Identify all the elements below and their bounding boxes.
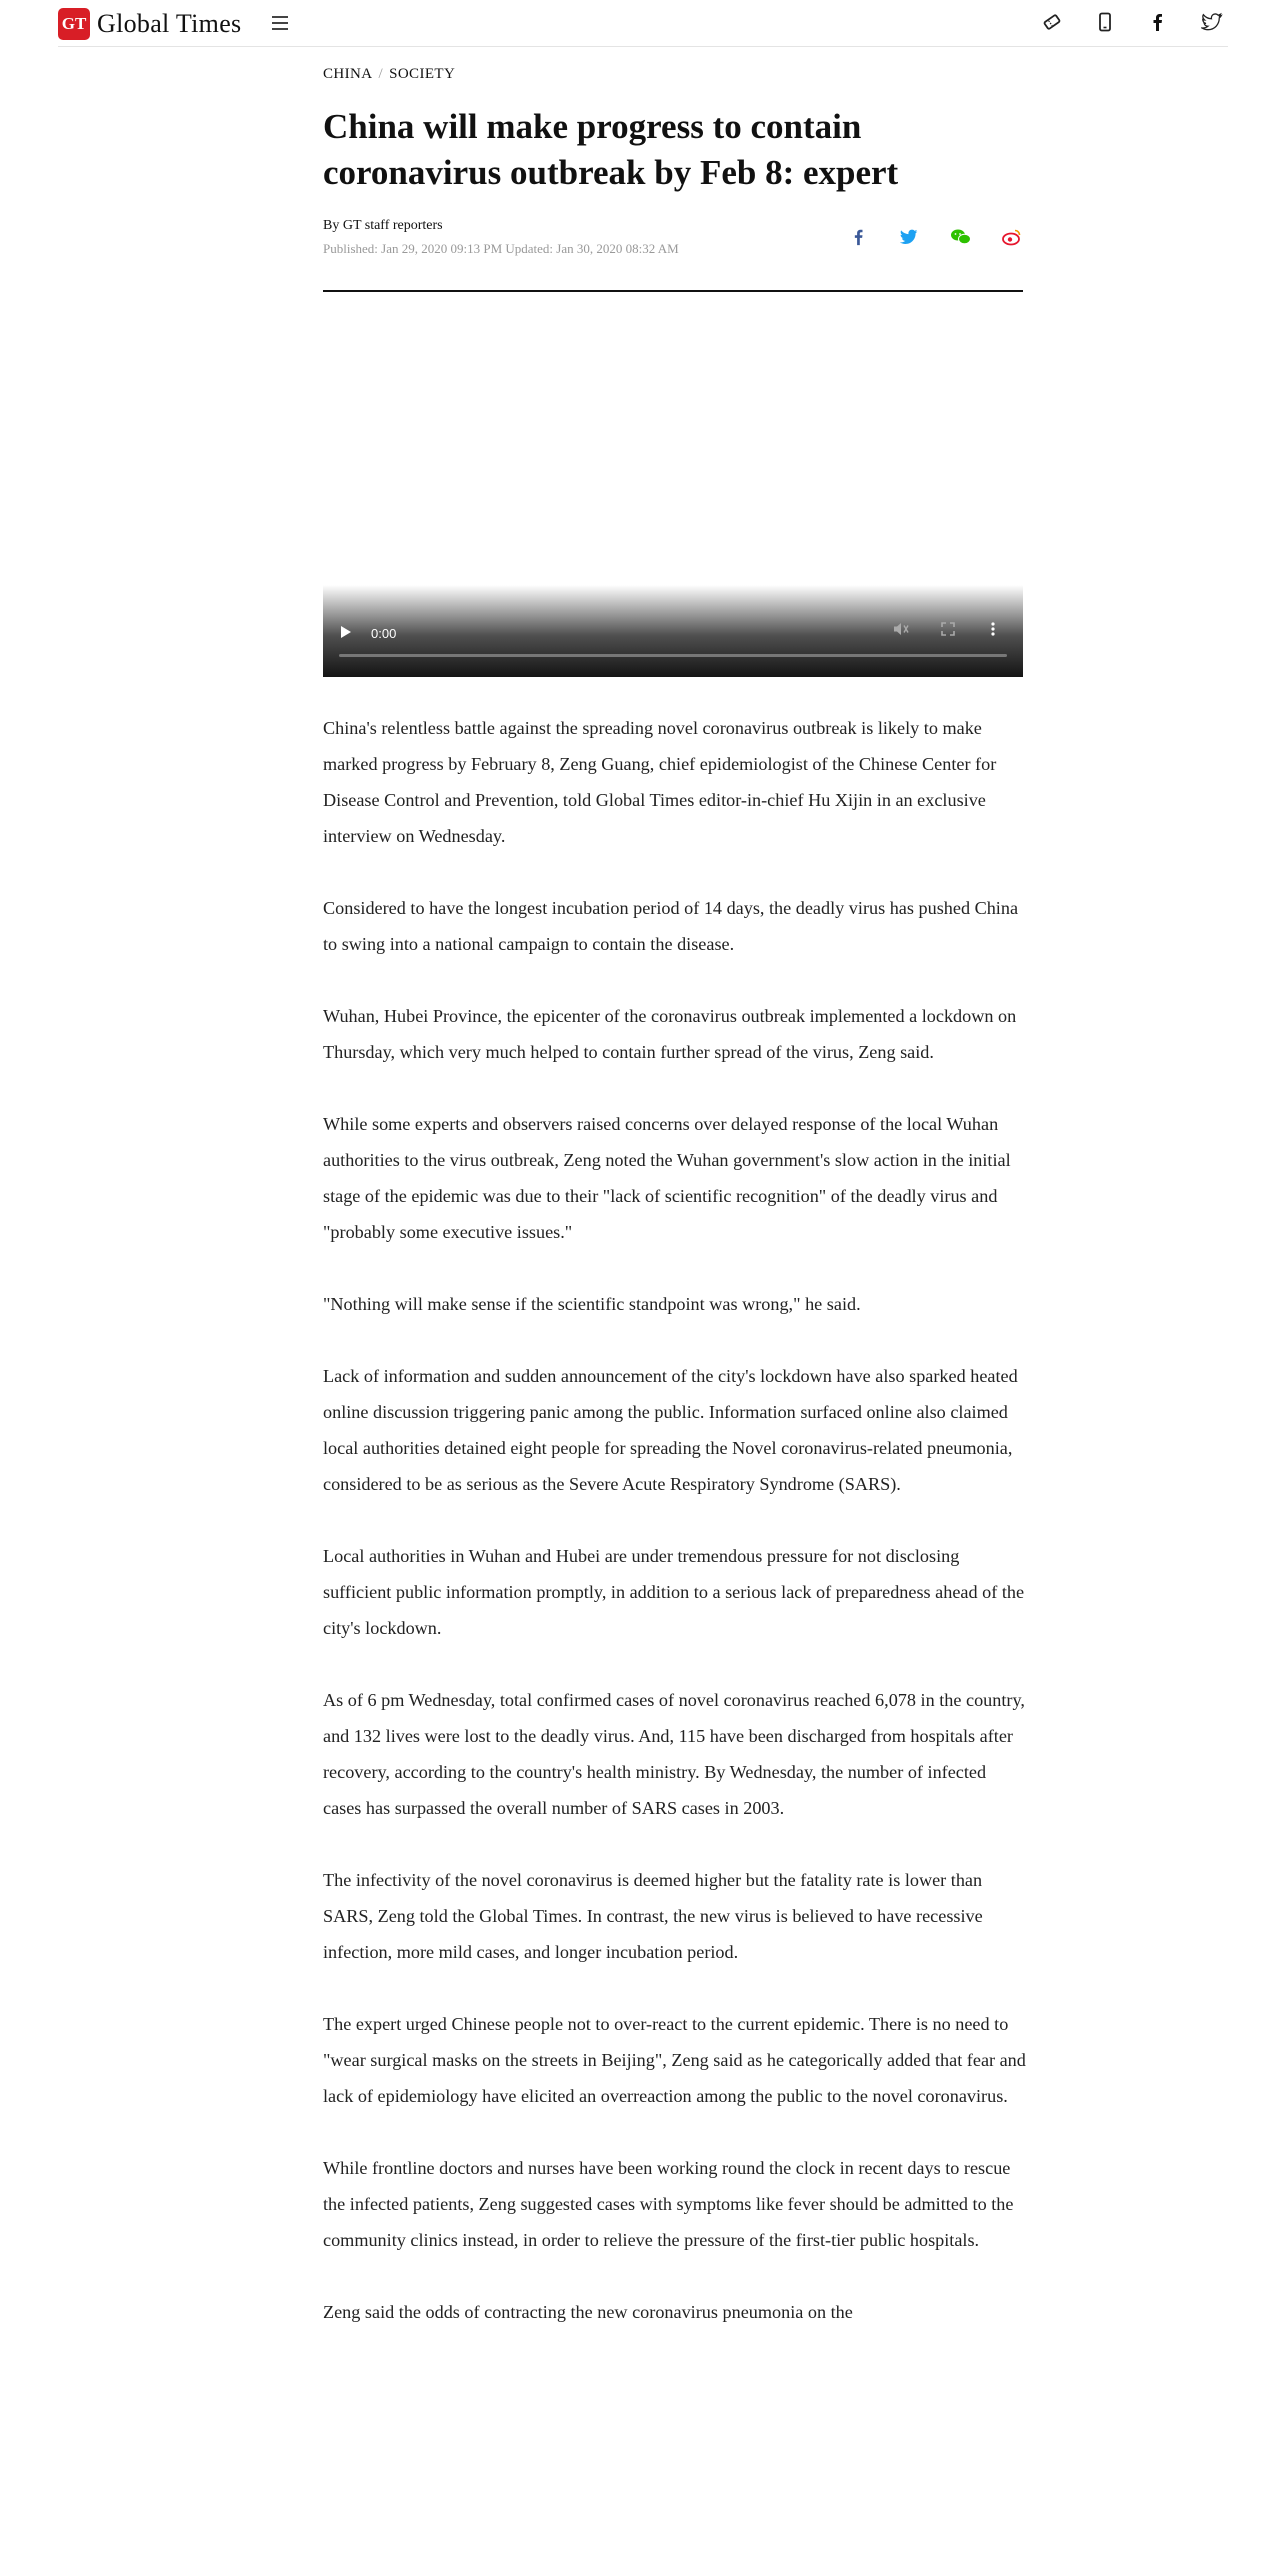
video-controls bbox=[323, 585, 1023, 677]
article-dates: Published: Jan 29, 2020 09:13 PM Updated: Jan 30, 2020 08:32 AM bbox=[323, 241, 679, 256]
wechat-share-icon[interactable] bbox=[950, 228, 972, 251]
breadcrumb-section[interactable]: CHINA bbox=[323, 66, 373, 82]
article-paragraph: Local authorities in Wuhan and Hubei are under tremendous pressure for not disclosing sufficient public information promptly, in addition to a serious lack of preparedness ahead of the city's lockdown. bbox=[323, 1546, 1025, 1638]
twitter-share-icon[interactable] bbox=[899, 228, 919, 251]
phone-icon[interactable] bbox=[1097, 12, 1113, 32]
site-logo[interactable] bbox=[58, 8, 241, 40]
article-paragraph: Zeng said the odds of contracting the new coronavirus pneumonia on the bbox=[323, 2302, 853, 2322]
article-byline: By GT staff reporters bbox=[323, 218, 443, 233]
logo-badge: GT bbox=[58, 8, 90, 40]
article-paragraph: Lack of information and sudden announcement of the city's lockdown have also sparked heated online discussion triggering panic among the public. Information surfaced online also claimed local authorities detained eight people for spreading the Novel coronavirus-related pneumonia, considered to be as serious as the Severe Acute Respiratory Syndrome (SARS). bbox=[323, 1366, 1018, 1494]
breadcrumb bbox=[323, 66, 455, 83]
article-paragraph: The infectivity of the novel coronavirus is deemed higher but the fatality rate is lower than SARS, Zeng told the Global Times. In contrast, the new virus is believed to have recessive infection, more mild cases, and longer incubation period. bbox=[323, 1870, 983, 1962]
article-paragraph: While frontline doctors and nurses have been working round the clock in recent days to rescue the infected patients, Zeng suggested cases with symptoms like fever should be admitted to the community clinics instead, in order to relieve the pressure of the first-tier public hospitals. bbox=[323, 2158, 1014, 2250]
ticket-icon[interactable] bbox=[1042, 12, 1062, 32]
article-paragraph: "Nothing will make sense if the scientific standpoint was wrong," he said. bbox=[323, 1294, 861, 1314]
article-paragraph: While some experts and observers raised concerns over delayed response of the local Wuhan authorities to the virus outbreak, Zeng noted the Wuhan government's slow action in the initial stage of the epidemic was due to their "lack of scientific recognition" of the deadly virus and "probably some executive issues." bbox=[323, 1114, 1011, 1242]
volume-icon[interactable] bbox=[893, 622, 909, 641]
breadcrumb-separator: / bbox=[378, 66, 384, 82]
weibo-share-icon[interactable] bbox=[1002, 228, 1022, 251]
video-progress-bar[interactable] bbox=[339, 654, 1007, 657]
play-icon[interactable] bbox=[341, 626, 351, 638]
article-body bbox=[323, 710, 1028, 2366]
facebook-icon[interactable] bbox=[1150, 12, 1164, 32]
article-title: China will make progress to contain coronavirus outbreak by Feb 8: expert bbox=[323, 107, 899, 192]
article-paragraph: The expert urged Chinese people not to over-react to the current epidemic. There is no need to "wear surgical masks on the streets in Beijing", Zeng said as he categorically added that fear and lack of epidemiology have elicited an overreaction among the public to the novel coronavirus. bbox=[323, 2014, 1026, 2106]
hamburger-menu-icon[interactable] bbox=[272, 12, 288, 32]
logo-text: Global Times bbox=[97, 9, 242, 38]
twitter-icon[interactable] bbox=[1201, 12, 1223, 32]
more-options-icon[interactable] bbox=[991, 622, 995, 641]
article-paragraph: As of 6 pm Wednesday, total confirmed cases of novel coronavirus reached 6,078 in the country, and 132 lives were lost to the deadly virus. And, 115 have been discharged from hospitals after recovery, according to the country's health ministry. By Wednesday, the number of infected cases has surpassed the overall number of SARS cases in 2003. bbox=[323, 1690, 1025, 1818]
header-divider bbox=[58, 46, 1228, 47]
article-paragraph: Considered to have the longest incubation period of 14 days, the deadly virus has pushed China to swing into a national campaign to contain the disease. bbox=[323, 898, 1019, 954]
top-navigation-bar bbox=[0, 0, 1284, 47]
article-paragraph: Wuhan, Hubei Province, the epicenter of the coronavirus outbreak implemented a lockdown on Thursday, which very much helped to contain further spread of the virus, Zeng said. bbox=[323, 1006, 1017, 1062]
video-player[interactable] bbox=[323, 290, 1023, 677]
video-time: 0:00 bbox=[371, 626, 397, 641]
fullscreen-icon[interactable] bbox=[941, 622, 955, 641]
breadcrumb-subsection[interactable]: SOCIETY bbox=[389, 66, 456, 82]
article-paragraph: China's relentless battle against the spreading novel coronavirus outbreak is likely to make marked progress by February 8, Zeng Guang, chief epidemiologist of the Chinese Center for Disease Control and Prevention, told Global Times editor-in-chief Hu Xijin in an exclusive interview on Wednesday. bbox=[323, 718, 997, 846]
facebook-share-icon[interactable] bbox=[851, 228, 865, 251]
